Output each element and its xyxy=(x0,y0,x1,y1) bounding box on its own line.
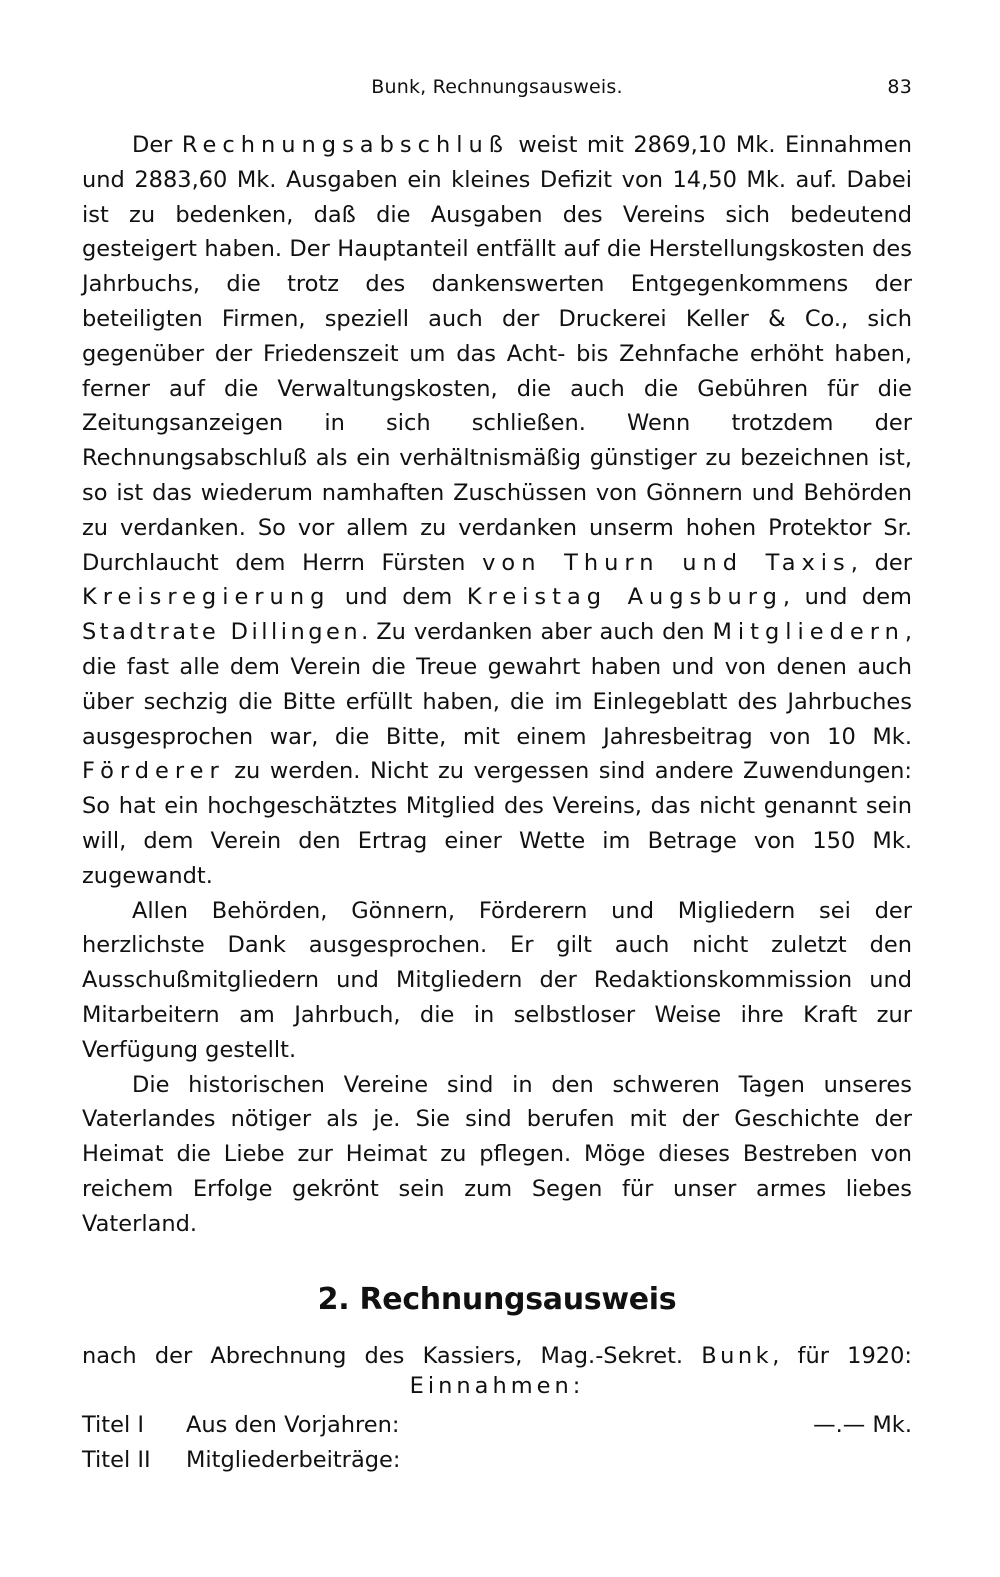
running-header xyxy=(82,76,912,106)
cashier-name: Bunk xyxy=(701,1343,773,1369)
spaced-emphasis: Förderer xyxy=(82,758,225,785)
text-run: Der xyxy=(132,132,182,158)
paragraph xyxy=(82,128,912,894)
text-run: zu werden. Nicht zu vergessen sind andere Zuwendungen: So hat ein hochgeschätztes Mitglied des Vereins, das nicht genannt sein will, dem Verein den Ertrag einer Wette im Betrage von 150 Mk. zugewandt. xyxy=(82,758,912,889)
einnahmen-heading: Einnahmen: xyxy=(409,1373,585,1399)
paragraph xyxy=(82,1068,912,1242)
text-run: , der xyxy=(850,549,912,576)
section-title: 2. Rechnungsausweis xyxy=(317,1282,677,1317)
paragraph xyxy=(82,894,912,1068)
text-run: Die historischen Vereine sind in den schweren Tagen unseres Vaterlandes nötiger als je. Sie sind berufen mit der Geschichte der Heimat die Liebe zur Heimat zu pflegen. Möge dieses Bestreben von reichem Erfolge gekrönt sein zum Segen für unser armes liebes Vaterland. xyxy=(82,1071,912,1237)
ledger-row xyxy=(82,1408,912,1442)
spaced-emphasis: Stadtrate Dillingen xyxy=(82,619,362,646)
section-subtitle xyxy=(82,1339,912,1373)
spaced-emphasis: von Thurn und Taxis xyxy=(482,549,851,576)
text-run: , und dem xyxy=(782,584,912,611)
text-run: . Zu verdanken aber auch den xyxy=(361,619,713,646)
body-text xyxy=(82,128,912,1242)
ledger-amount: —.— Mk. xyxy=(813,1412,912,1438)
page-number: 83 xyxy=(887,76,912,98)
ledger-description: Aus den Vorjahren: xyxy=(186,1412,400,1438)
text-run: weist mit 2869,10 Mk. Einnahmen und 2883,60 Mk. Ausgaben ein kleines Defizit von 14,50 Mk. auf. Dabei ist zu bedenken, daß die Ausgaben des Vereins sich bedeutend gesteigert haben. Der Hauptanteil entfällt auf die Herstellungskosten des Jahrbuchs, die trotz des dankenswerten Entgegenkommens der beteiligten Firmen, speziell auch der Druckerei Keller & Co., sich gegenüber der Friedenszeit um das Acht- bis Zehnfache erhöht haben, ferner auf die Verwaltungskosten, die auch die Gebühren für die Zeitungsanzeigen in sich schließen. Wenn trotzdem der Rechnungsabschluß als ein verhältnismäßig günstiger zu bezeichnen ist, so ist das wiederum namhaften Zuschüssen von Gönnern und Behörden zu verdanken. So vor allem zu verdanken unserm hohen Protektor Sr. Durchlaucht dem Herrn Fürsten xyxy=(82,132,912,576)
spaced-emphasis: Kreisregierung xyxy=(82,584,331,611)
text-run: und dem xyxy=(330,584,467,611)
spaced-emphasis: Kreistag Augsburg xyxy=(466,584,783,611)
subtitle-text: nach der Abrechnung des Kassiers, Mag.-Sekret. xyxy=(82,1343,702,1369)
ledger-title: Titel II xyxy=(82,1447,151,1473)
ledger-title: Titel I xyxy=(82,1412,145,1438)
text-run: , die fast alle dem Verein die Treue gewahrt haben und von denen auch über sechzig die Bitte erfüllt haben, die im Einlegeblatt des Jahrbuches ausgesprochen war, die Bitte, mit einem Jahresbeitrag von 10 Mk. xyxy=(82,619,913,750)
ledger-row xyxy=(82,1443,912,1477)
spaced-emphasis: Mitgliedern xyxy=(712,619,905,646)
spaced-emphasis: Rechnungsabschluß xyxy=(181,132,509,158)
ledger-description: Mitgliederbeiträge: xyxy=(186,1447,401,1473)
text-run: Allen Behörden, Gönnern, Förderern und Migliedern sei der herzlichste Dank ausgesprochen. Er gilt auch nicht zuletzt den Ausschußmitgliedern und Mitgliedern der Redaktionskommission und Mitarbeitern am Jahrbuch, die in selbstloser Weise ihre Kraft zur Verfügung gestellt. xyxy=(82,897,912,1063)
running-title: Bunk, Rechnungsausweis. xyxy=(371,76,623,98)
subtitle-year: , für 1920: xyxy=(772,1343,912,1369)
